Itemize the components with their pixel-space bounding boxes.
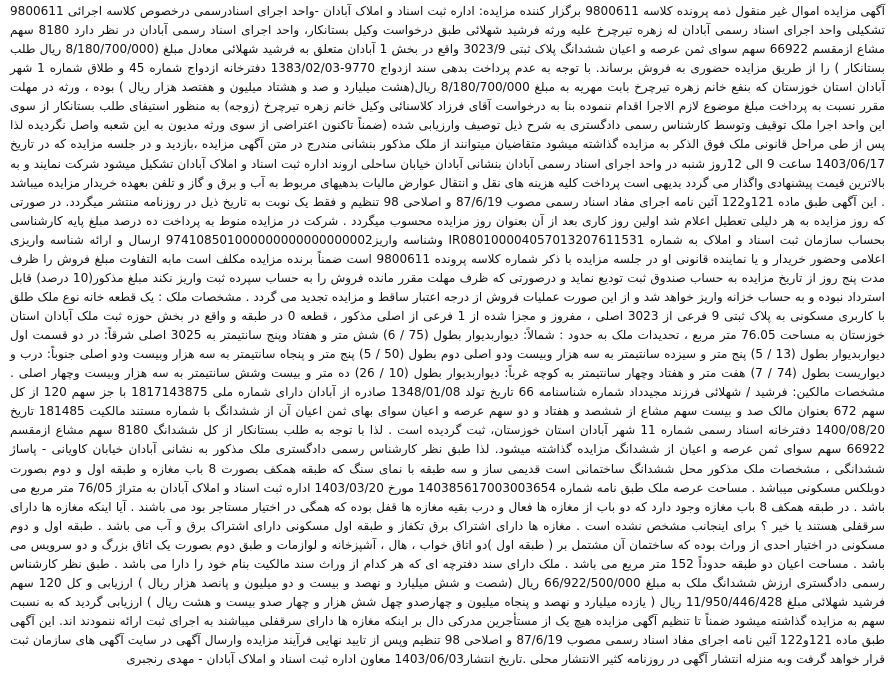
auction-notice-text: آگهی مزایده اموال غیر منقول ذمه پرونده کلاسه 9800611 برگزار کننده مزایده: اداره ثبت اسناد و املاک آبادان -واحد اجرای اسنادرسمی درخصوص کلاسه اجرائی 9800611 تشکیلی واحد اجرای اسناد رسمی آبادان له زهره تیرچرخ علیه ورثه فرشید شهلائی طبق درخواست وکیل بستانکار، واحد اجرای اسناد رسمی آبادان در نظر دارد 8180 سهم مشاع ازمقسم 66922 سهم سوای ثمن عرصه و اعیان ششدانگ پلاک ثبتی 3023/9 واقع در بخش 1 آبادان متعلق به فرشید شهلائی معادل مبلغ (8/180/700/000 ریال طلب بستانکار ) را از طریق مزایده حضوری به فروش برساند. با توجه به عدم پرداخت بدهی سند ازدواج 9770-1383/02/03 دفترخانه ازدواج شماره 45 و طلاق شماره 1 شهر آبادان استان خوزستان که بنفع خانم زهره تیرچرخ بابت مهریه به مبلغ 8/180/700/000 ریال(هشت میلیارد و صد و هشتاد میلیون و هفتصد هزار ریال ) بوده ، ورثه در مهلت مقرر نسبت به پرداخت مبلغ موضوع لازم الاجرا اقدام ننموده بنا به درخواست آقای فرزاد کلاسنائی وکیل خانم زهره تیرچرخ (زوجه) به منظور استیفای طلب بستانکار از سوی این واحد اجرا ملک توقیف وتوسط کارشناس رسمی دادگستری به شرح ذیل توصیف وارزیابی شده (ضمناً تاکنون اعتراضی از سوی ورثه مدیون به این شعبه واصل نگردیده لذا پس از طی مراحل قانونی ملک فوق الذکر به مزایده گذاشته میشود متقاضیان میتوانند از ملک مذکور بنشانی مندرج در متن آگهی مزایده ،بازدید و در جلسه مزایده که در تاریخ 1403/06/17 ساعت 9 الی 12روز شنبه در واحد اجرای اسناد رسمی آبادان بنشانی آبادان خیابان ساحلی اروند اداره ثبت اسناد و املاک آبادان تشکیل میشود شرکت نمایند و به بالاترین قیمت پیشنهادی واگذار می گردد بدیهی است پرداخت کلیه هزینه های نقل و انتقال عوارض مالیات بدهیهای مربوط به آب و برق و گاز و تلفن بعهده خریدار مزایده میباشد . این آگهی طبق ماده 121و122 آئین نامه اجرای مفاد اسناد رسمی مصوب 87/6/19 و اصلاحی 98 تنظیم و فقط یک نوبت به تاریخ ذیل در روزنامه منتشر میگردد. در صورتی که روز مزایده به هر دلیلی تعطیل اعلام شد اولین روز کاری بعد از آن بعنوان روز مزایده محسوب میگردد . شرکت در مزایده منوط به پرداخت ده درصد مبلغ پایه کارشناسی بحساب سازمان ثبت اسناد و املاک به شماره IR080100004057013207611531 وشناسه واریز974108501000000000000000002 ارسال و ارائه شناسه واریزی اعلامی وحضور خریدار و یا نماینده قانونی او در جلسه مزایده با ذکر شماره کلاسه پرونده 9800611 است ضمناً برنده مزایده مکلف است مابه التفاوت مبلغ فروش را ظرف مدت پنج روز از تاریخ مزایده به حساب صندوق ثبت تودیع نماید و درصورتی که ظرف مهلت مقرر مانده فروش را به حساب سپرده ثبت واریز نکند مبلغ مذکور(10 درصد) قابل استرداد نبوده و به حساب خزانه واریز خواهد شد و از این صورت عملیات فروش از درجه اعتبار ساقط و مزایده تجدید می گردد . مشخصات ملک : یک قطعه خانه نوع ملک طلق با کاربری مسکونی به پلاک ثبتی 9 فرعی از 3023 اصلی ، مفروز و مجزا شده از 1 فرعی از اصلی مذکور ، قطعه 0 در طبقه و واقع در بخش حوزه ثبت ملک آبادان استان خوزستان به مساحت 76.05 متر مربع ، تحدیدات ملک به حدود : شمالاً: دیواربدیوار بطول (75 / 6) شش متر و هفتاد وپنج سانتیمتر به 3025 اصلی شرقاً: در دو قسمت اول دیواربدیوار بطول (13 / 5) پنج متر و سیزده سانتیمتر به سه هزار وبیست ودو اصلی دوم بطول (50 / 5) پنج متر و پنجاه سانتیمتر به سه هزار وبیست ودو اصلی جنوباً: درب و دیواریست بطول (74 / 7) هفت متر و هفتاد وچهار سانتیمتر به کوچه غرباً: دیواربدیوار بطول (10 / 26) ده متر و بیست وشش سانتیمتر به سه هزار وبیست وچهار اصلی . مشخصات مالکین: فرشید / شهلائی فرزند مجیدداد شماره شناسنامه 66 تاریخ تولد 1348/01/08 صادره از آبادان دارای شماره ملی 1817143875 با جز سهم 120 از کل سهم 672 بعنوان مالک صد و بیست سهم مشاع از ششصد و هفتاد و دو سهم عرصه و اعیان سوای بهای ثمن اعیان آن از ششدانگ با شماره مستند مالکیت 181485 تاریخ 1400/08/20 دفترخانه اسناد رسمی شماره 11 شهر آبادان استان خوزستان، ثبت گردیده است . لذا با توجه به طلب بستانکار از کل ششدانگ 8180 سهم مشاع ازمقسم 66922 سهم سوای ثمن عرصه و اعیان از ششدانگ مزایده گذاشته میشود. لذا طبق نظر کارشناس رسمی دادگستری ملک مذکور به نشانی آبادان خیابان کاویانی - پاساژ ششدانگی ، مشخصات ملک مذکور محل ششدانگ ساختمانی است قدیمی ساز و سه طبقه با نمای سنگ که طبقه همکف بصورت 8 باب مغازه و طبقه اول و دوم بصورت دوبلکس مسکونی میباشد . مساحت عرصه ملک طبق نامه شماره 140385617003003654 مورخ 1403/03/20 اداره ثبت اسناد و املاک آبادان به متراژ 76/05 متر مربع می باشد . در طبقه همکف 8 باب مغازه وجود دارد که دو باب از مغازه ها فعال و درب بقیه مغازه ها قفل بوده که همگی در اختیار مستاجر بود می باشند . آیا اینکه مغازه ها دارای سرقفلی هستند یا خیر ؟ برای اینجانب مشخص نشده است . مغازه ها دارای اشتراک برق تکفاز و طبقه اول مسکونی دارای اشتراک برق و آب می باشد . طبقه اول و دوم مسکونی در اختیار احدی از وراث بوده که ساختمان آن مشتمل بر ( طبقه اول )دو اتاق خواب ، هال ، آشپزخانه و لوازمات و طبق دوم بصورت یک اتاق بزرگ و دو سرویس می باشد . مساحت اعیان دو طبقه حدوداً 152 متر مربع می باشد . ملک دارای سند دفترچه ای که هر کدام از وراث سند مالکیت بنام خود را دارا می باشد . طبق نظر کارشناس رسمی دادگستری ارزش ششدانگ ملک به مبلغ 66/922/500/000 ریال (شصت و شش میلیارد و نهصد و بیست و دو میلیون و پانصد هزار ریال ) ارزیابی و کل 120 سهم فرشید شهلائی مبلغ 11/950/446/428 ریال ( یازده میلیارد و نهصد و پنجاه میلیون و چهارصدو چهل شش هزار و چهار صدو بیست و هشت ریال ) ارزیابی گردید که به نسبت سهم به مزایده گذاشته میشود ضمناً تا تنظیم آگهی مزایده هیچ یک از مستأجرین مدرکی دال بر اینکه مغازه ها دارای سرقفلی میباشند به اجرای ثبت ارائه ننمودند اند. این آگهی طبق ماده 121و122 آئین نامه اجرای مفاد اسناد رسمی مصوب 87/6/19 و اصلاحی 98 تنظیم وپس از تایید نهایی فرآیند مزایده وارسال آگهی در سایت آگهی های سازمان ثبت قرار خواهد گرفت وبه منزله انتشار آگهی در روزنامه کثیر الانتشار محلی .تاریخ انتشار1403/06/03 معاون اداره ثبت اسناد و املاک آبادان - مهدی رنجبری [10, 4, 886, 667]
